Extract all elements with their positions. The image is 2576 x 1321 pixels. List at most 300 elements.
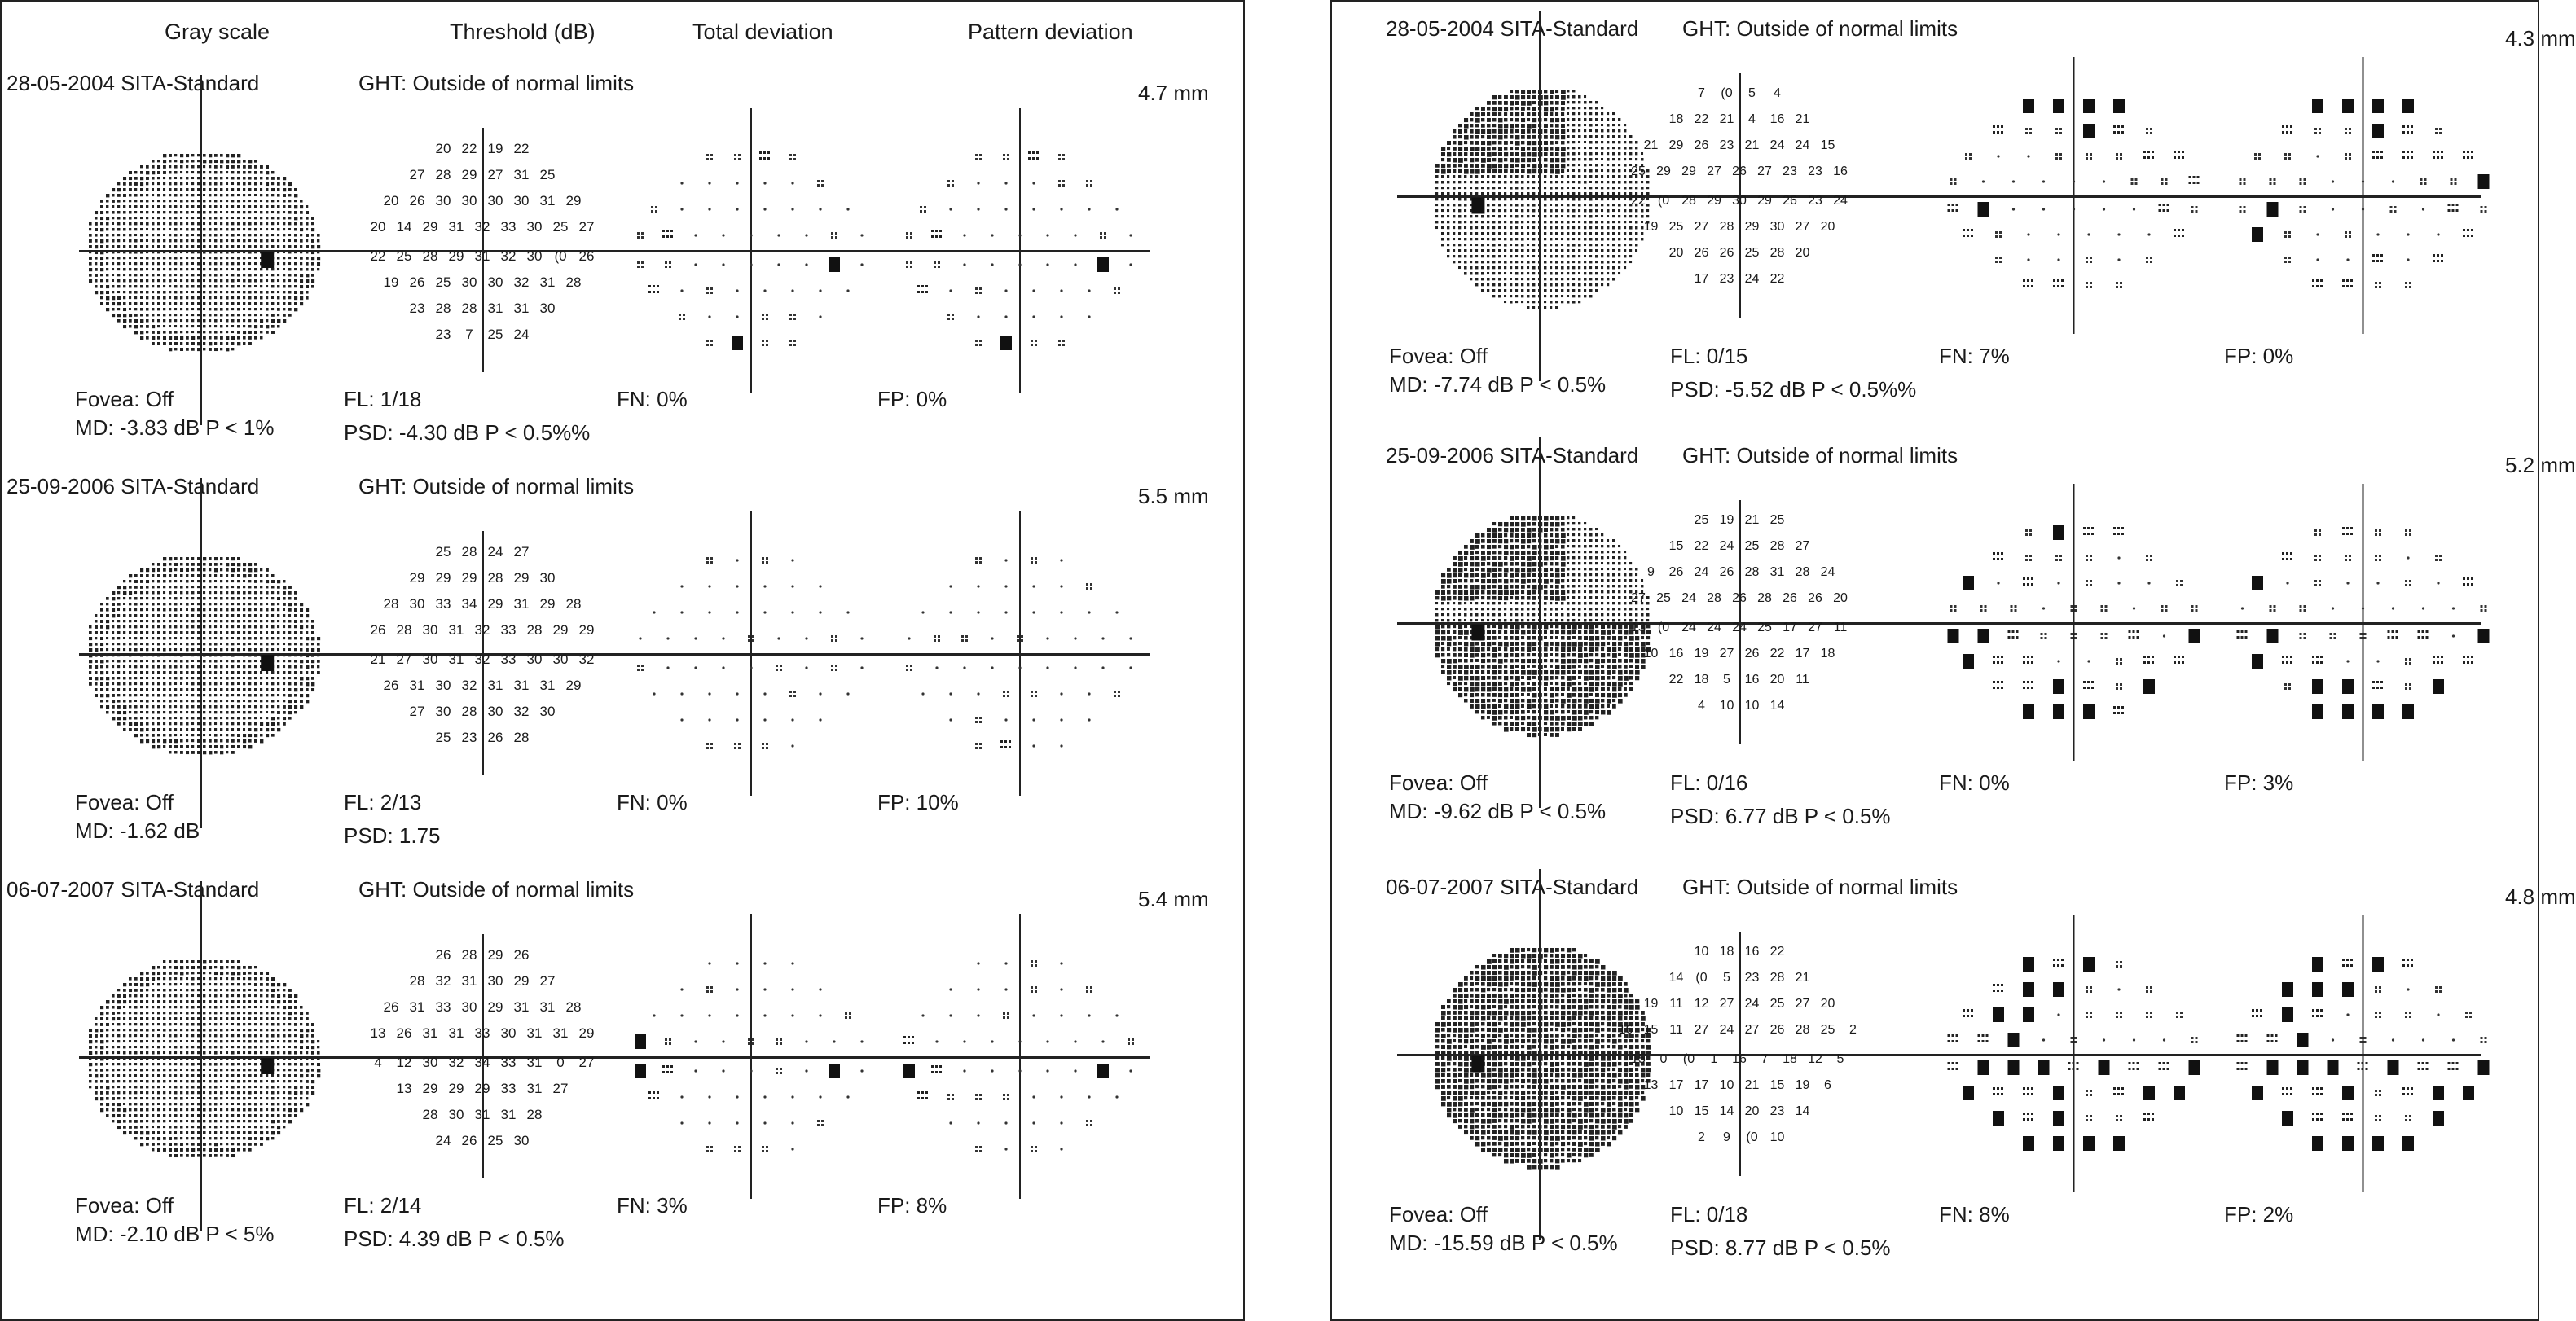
threshold-value: 27 [1694,1023,1709,1037]
threshold-value: 30 [552,652,569,667]
false-positives: FP: 10% [877,790,959,814]
threshold-value: 31 [474,248,490,264]
false-negatives: FN: 0% [617,790,688,814]
threshold-value: 24 [1707,621,1721,634]
threshold-value: 33 [500,219,517,235]
fixation-losses: FL: 2/14 [344,1193,422,1218]
threshold-value: 31 [513,167,530,182]
threshold-value: 26 [1808,591,1822,605]
threshold-value: 19 [1795,1078,1810,1092]
threshold-value: 29 [461,167,477,182]
pattern-deviation-plot [868,926,1172,1187]
false-positives: FP: 8% [877,1193,947,1218]
fovea-status: Fovea: Off [75,387,174,411]
threshold-value: (0 [1695,971,1708,985]
threshold-value: 31 [552,1025,569,1041]
threshold-value: 28 [422,1107,438,1122]
threshold-value: 32 [461,678,477,693]
threshold-value: 27 [1707,165,1721,178]
test-date: 06-07-2007 SITA-Standard [7,877,260,902]
gray-scale-plot [83,148,319,368]
threshold-value: 27 [409,704,425,719]
threshold-value: 15 [1769,1078,1785,1092]
threshold-value: 29 [552,622,569,638]
threshold-value: 28 [513,730,530,745]
threshold-value: 26 [1668,565,1684,579]
threshold-value: 30 [539,704,556,719]
threshold-value: 24 [1719,1023,1734,1037]
fixation-losses: FL: 0/16 [1670,770,1748,795]
threshold-value: 30 [487,274,503,290]
threshold-value: 29 [474,1081,490,1096]
threshold-value: 10 [1744,699,1760,713]
threshold-value: 27 [409,167,425,182]
threshold-value: 24 [1769,138,1785,152]
threshold-value: 15 [1643,1023,1659,1037]
threshold-value: 21 [1795,112,1810,126]
threshold-value: 30 [539,301,556,316]
threshold-value: 20 [1668,246,1684,260]
threshold-value: 29 [565,193,582,208]
threshold-value: 24 [1732,621,1747,634]
threshold-value: 14 [396,219,412,235]
false-positives: FP: 2% [2224,1202,2294,1227]
total-deviation-plot [599,523,903,783]
threshold-value: (0 [1657,194,1670,208]
gray-scale-plot [1430,511,1650,751]
threshold-value: 30 [487,973,503,989]
threshold-value: 30 [422,652,438,667]
threshold-value: (0 [1721,86,1733,100]
threshold-value: 31 [422,1025,438,1041]
threshold-value: 7 [1698,86,1705,100]
threshold-value: 27 [1795,220,1810,234]
gray-scale-plot [83,955,319,1174]
fovea-status: Fovea: Off [1389,344,1488,368]
threshold-value: 25 [1757,621,1772,634]
fixation-losses: FL: 0/18 [1670,1202,1748,1227]
threshold-value: 25 [1820,1023,1835,1037]
ght-result: GHT: Outside of normal limits [358,474,635,498]
test-block [2,877,1243,1260]
threshold-value: 31 [539,193,556,208]
threshold-value: 19 [1643,997,1659,1011]
threshold-value: 22 [1769,647,1785,660]
threshold-value: 11 [1669,1023,1683,1037]
header-total-deviation: Total deviation [692,20,833,44]
threshold-value: 29 [513,570,530,586]
threshold-value: 28 [1757,591,1772,605]
false-positives: FP: 0% [2224,344,2294,368]
mean-deviation: MD: -9.62 dB P < 0.5% [1389,799,1607,823]
test-date: 06-07-2007 SITA-Standard [1386,875,1639,899]
threshold-value: 29 [1744,220,1760,234]
threshold-value: 28 [526,1107,543,1122]
threshold-value: 29 [1707,194,1721,208]
threshold-value: 0 [556,1055,565,1070]
false-negatives: FN: 0% [1939,770,2010,795]
threshold-value: 25 [552,219,569,235]
threshold-value: 25 [396,248,412,264]
threshold-value: 30 [513,1133,530,1148]
threshold-value: 28 [409,973,425,989]
threshold-value: 30 [435,704,451,719]
threshold-value: 31 [526,1081,543,1096]
total-deviation-plot [599,926,903,1187]
pupil-size: 4.8 mm [2505,884,2576,909]
threshold-value: 26 [409,274,425,290]
false-negatives: FN: 8% [1939,1202,2010,1227]
threshold-value: 24 [1744,272,1760,286]
threshold-value: 30 [435,193,451,208]
threshold-value: 33 [435,596,451,612]
threshold-value: 25 [435,730,451,745]
threshold-value: 26 [578,248,595,264]
fovea-status: Fovea: Off [75,1193,174,1218]
threshold-value: 30 [539,570,556,586]
threshold-value: 16 [1668,647,1684,660]
threshold-value: 26 [1694,246,1709,260]
threshold-value: 32 [435,973,451,989]
test-block [1332,16,2576,402]
threshold-value: 23 [1719,272,1734,286]
threshold-value: 29 [578,1025,595,1041]
threshold-value: (0 [554,248,567,264]
threshold-value: 30 [461,193,477,208]
threshold-value: 31 [513,596,530,612]
threshold-value: 30 [1769,220,1785,234]
threshold-value: 30 [409,596,425,612]
false-positives: FP: 0% [877,387,947,411]
threshold-value: 33 [435,999,451,1015]
test-date: 25-09-2006 SITA-Standard [7,474,260,498]
threshold-value: 28 [1769,539,1785,553]
threshold-value: 26 [1732,591,1747,605]
threshold-value: 27 [1757,165,1772,178]
threshold-value: 11 [1833,621,1848,634]
threshold-value: 28 [383,596,399,612]
threshold-value: 32 [578,652,595,667]
threshold-value: 29 [539,596,556,612]
threshold-value: 29 [487,999,503,1015]
threshold-value: 29 [422,219,438,235]
threshold-value: 24 [1681,621,1696,634]
threshold-value: 18 [1694,673,1709,687]
threshold-value: 14 [1769,699,1785,713]
threshold-value: 11 [1796,673,1809,687]
threshold-value: 25 [487,1133,503,1148]
threshold-value: 29 [448,1081,464,1096]
threshold-value: 5 [1723,673,1730,687]
threshold-value: 5 [1836,1052,1844,1066]
threshold-value: 26 [1783,194,1797,208]
threshold-value: 28 [461,544,477,560]
threshold-value: 26 [461,1133,477,1148]
threshold-value: 19 [1694,647,1709,660]
threshold-value: 4 [1748,112,1756,126]
threshold-value: 23 [1769,1104,1785,1118]
threshold-value: 20 [383,193,399,208]
threshold-value: (0 [1657,621,1670,634]
threshold-value: 24 [1820,565,1835,579]
threshold-value: 31 [539,274,556,290]
threshold-value: 23 [1808,165,1822,178]
threshold-value: 6 [1824,1078,1831,1092]
threshold-value: 31 [513,678,530,693]
threshold-value: 18 [1719,945,1734,959]
threshold-value: 31 [409,999,425,1015]
threshold-value: 23 [1719,138,1734,152]
threshold-value: 30 [526,652,543,667]
mean-deviation: MD: -7.74 dB P < 0.5% [1389,372,1607,397]
total-deviation-plot [1908,928,2240,1180]
threshold-value: 19 [1719,513,1734,527]
threshold-value: 22 [370,248,386,264]
threshold-value: 25 [1694,513,1709,527]
threshold-value: 13 [396,1081,412,1096]
threshold-value: 20 [1833,591,1848,605]
threshold-value: 29 [1757,194,1772,208]
threshold-value: 28 [435,301,451,316]
threshold-value: 24 [1694,565,1709,579]
threshold-value: 22 [1694,539,1709,553]
threshold-value: 27 [1795,997,1810,1011]
ght-result: GHT: Outside of normal limits [358,71,635,95]
threshold-value: 27 [1808,621,1822,634]
fixation-losses: FL: 2/13 [344,790,422,814]
threshold-value: 21 [1744,138,1760,152]
threshold-value: 29 [487,596,503,612]
threshold-value: 30 [1732,194,1747,208]
threshold-value: 30 [422,1055,438,1070]
threshold-value: 27 [1744,1023,1760,1037]
threshold-value: 32 [513,704,530,719]
threshold-value: 26 [1719,246,1734,260]
mean-deviation: MD: -2.10 dB P < 5% [75,1222,275,1246]
threshold-value: 25 [1769,997,1785,1011]
threshold-value: (0 [1746,1130,1758,1144]
threshold-value: 7 [1761,1052,1769,1066]
threshold-value: 21 [1744,1078,1760,1092]
threshold-value: 28 [565,999,582,1015]
threshold-value: 31 [539,678,556,693]
threshold-value: 28 [396,622,412,638]
threshold-value: 30 [461,274,477,290]
threshold-value: 20 [1820,997,1835,1011]
threshold-value: 19 [1643,220,1659,234]
threshold-value: 32 [500,248,517,264]
fixation-losses: FL: 0/15 [1670,344,1748,368]
threshold-value: 21 [1643,138,1659,152]
threshold-value: 26 [383,999,399,1015]
mean-deviation: MD: -3.83 dB P < 1% [75,415,275,440]
pupil-size: 5.2 mm [2505,453,2576,477]
threshold-value: 30 [487,193,503,208]
threshold-value: 23 [1783,165,1797,178]
threshold-value: 17 [1694,1078,1709,1092]
threshold-value: 27 [1795,539,1810,553]
threshold-value: 5 [1723,971,1730,985]
threshold-value: 14 [1795,1104,1810,1118]
threshold-value: 31 [526,1025,543,1041]
threshold-value: 16 [1769,112,1785,126]
threshold-value: 1 [1710,1052,1718,1066]
threshold-value: 29 [487,947,503,963]
threshold-value: 12 [1808,1052,1822,1066]
threshold-value: 25 [1668,220,1684,234]
threshold-value: 29 [1656,165,1671,178]
threshold-value: 13 [370,1025,386,1041]
threshold-value: 26 [513,947,530,963]
threshold-value: 31 [474,1107,490,1122]
gray-scale-plot [83,551,319,771]
threshold-value: 33 [500,622,517,638]
total-deviation-plot [599,120,903,380]
threshold-value: 28 [565,596,582,612]
threshold-value: 21 [370,652,386,667]
threshold-value: 32 [448,1055,464,1070]
threshold-value: 23 [1808,194,1822,208]
threshold-value: 29 [409,570,425,586]
threshold-value: 15 [1631,1052,1646,1066]
threshold-value: 0 [1659,1052,1668,1066]
test-date: 28-05-2004 SITA-Standard [7,71,260,95]
pattern-deviation-plot [2197,496,2529,748]
left-panel [0,0,1245,1321]
pattern-deviation-plot [868,523,1172,783]
threshold-value: 29 [1681,165,1696,178]
threshold-value: 18 [1820,647,1835,660]
threshold-value: 29 [578,622,595,638]
fixation-losses: FL: 1/18 [344,387,422,411]
threshold-value: 24 [1719,539,1734,553]
threshold-value: 2 [1849,1023,1857,1037]
mean-deviation: MD: -1.62 dB [75,818,200,843]
false-negatives: FN: 7% [1939,344,2010,368]
threshold-value: 5 [1748,86,1756,100]
pattern-standard-deviation: PSD: 8.77 dB P < 0.5% [1670,1235,1891,1260]
threshold-value: 30 [487,704,503,719]
threshold-value: 18 [1783,1052,1797,1066]
threshold-value: 14 [1668,971,1684,985]
threshold-value: 12 [1694,997,1709,1011]
threshold-value: 22 [1769,272,1785,286]
threshold-value: 10 [1719,1078,1734,1092]
threshold-value: 27 [539,973,556,989]
fovea-status: Fovea: Off [75,790,174,814]
threshold-value: 20 [1820,220,1835,234]
threshold-value: 28 [1795,565,1810,579]
pattern-standard-deviation: PSD: 4.39 dB P < 0.5% [344,1227,565,1251]
false-negatives: FN: 0% [617,387,688,411]
test-block [2,71,1243,454]
threshold-value: 28 [1707,591,1721,605]
gray-scale-plot [1430,942,1650,1183]
threshold-value: 26 [396,1025,412,1041]
threshold-value: 28 [487,570,503,586]
threshold-value: 27 [1631,591,1646,605]
threshold-value: 33 [500,1055,517,1070]
threshold-value: 22 [1769,945,1785,959]
ght-result: GHT: Outside of normal limits [1682,16,1958,41]
threshold-value: 32 [474,219,490,235]
pattern-standard-deviation: PSD: -4.30 dB P < 0.5%% [344,420,591,445]
threshold-value: 26 [1719,565,1734,579]
threshold-value: 31 [409,678,425,693]
threshold-value: 25 [1744,539,1760,553]
threshold-value: 20 [1795,246,1810,260]
false-negatives: FN: 3% [617,1193,688,1218]
threshold-value: 33 [500,1081,517,1096]
threshold-value: 27 [1694,220,1709,234]
gray-scale-plot [1430,84,1650,324]
threshold-value: 26 [1783,591,1797,605]
threshold-value: 26 [1744,647,1760,660]
threshold-value: 10 [1643,647,1659,660]
threshold-value: 7 [465,327,473,342]
threshold-value: 26 [435,947,451,963]
threshold-value: 31 [487,301,503,316]
threshold-value: 4 [1698,699,1705,713]
threshold-value: 31 [448,652,464,667]
threshold-value: 20 [1769,673,1785,687]
threshold-value: 10 [1694,945,1709,959]
threshold-value: 14 [1719,1104,1734,1118]
threshold-value: 16 [1618,1023,1633,1037]
threshold-value: 31 [513,301,530,316]
threshold-value: 17 [1783,621,1797,634]
threshold-value: 30 [422,622,438,638]
ght-result: GHT: Outside of normal limits [1682,875,1958,899]
threshold-value: 30 [526,219,543,235]
pupil-size: 4.3 mm [2505,26,2576,50]
threshold-value: 23 [435,327,451,342]
threshold-value: 28 [435,167,451,182]
threshold-value: 26 [1694,138,1709,152]
threshold-value: 26 [1732,165,1747,178]
threshold-value: 22 [461,141,477,156]
threshold-value: 17 [1795,647,1810,660]
pupil-size: 4.7 mm [1138,81,1209,105]
threshold-value: 28 [1769,246,1785,260]
threshold-value: 15 [1694,1104,1709,1118]
threshold-value: 22 [1694,112,1709,126]
threshold-value: 31 [461,973,477,989]
threshold-value: 24 [1744,997,1760,1011]
threshold-value: 25 [435,544,451,560]
threshold-value: 28 [1719,220,1734,234]
threshold-value: 28 [461,947,477,963]
mean-deviation: MD: -15.59 dB P < 0.5% [1389,1231,1618,1255]
threshold-value: 24 [1795,138,1810,152]
fovea-status: Fovea: Off [1389,1202,1488,1227]
threshold-value: 28 [1744,565,1760,579]
threshold-value: 32 [474,652,490,667]
threshold-value: 26 [383,678,399,693]
pattern-standard-deviation: PSD: -5.52 dB P < 0.5%% [1670,377,1917,402]
threshold-value: 23 [1744,971,1760,985]
pattern-deviation-plot [868,120,1172,380]
threshold-value: 13 [1631,621,1646,634]
threshold-value: 31 [487,678,503,693]
threshold-value: 30 [526,248,543,264]
threshold-value: 28 [1795,1023,1810,1037]
pattern-standard-deviation: PSD: 6.77 dB P < 0.5% [1670,804,1891,828]
threshold-value: 33 [500,652,517,667]
threshold-value: 29 [448,248,464,264]
threshold-value: 27 [578,219,595,235]
threshold-value: 29 [435,570,451,586]
